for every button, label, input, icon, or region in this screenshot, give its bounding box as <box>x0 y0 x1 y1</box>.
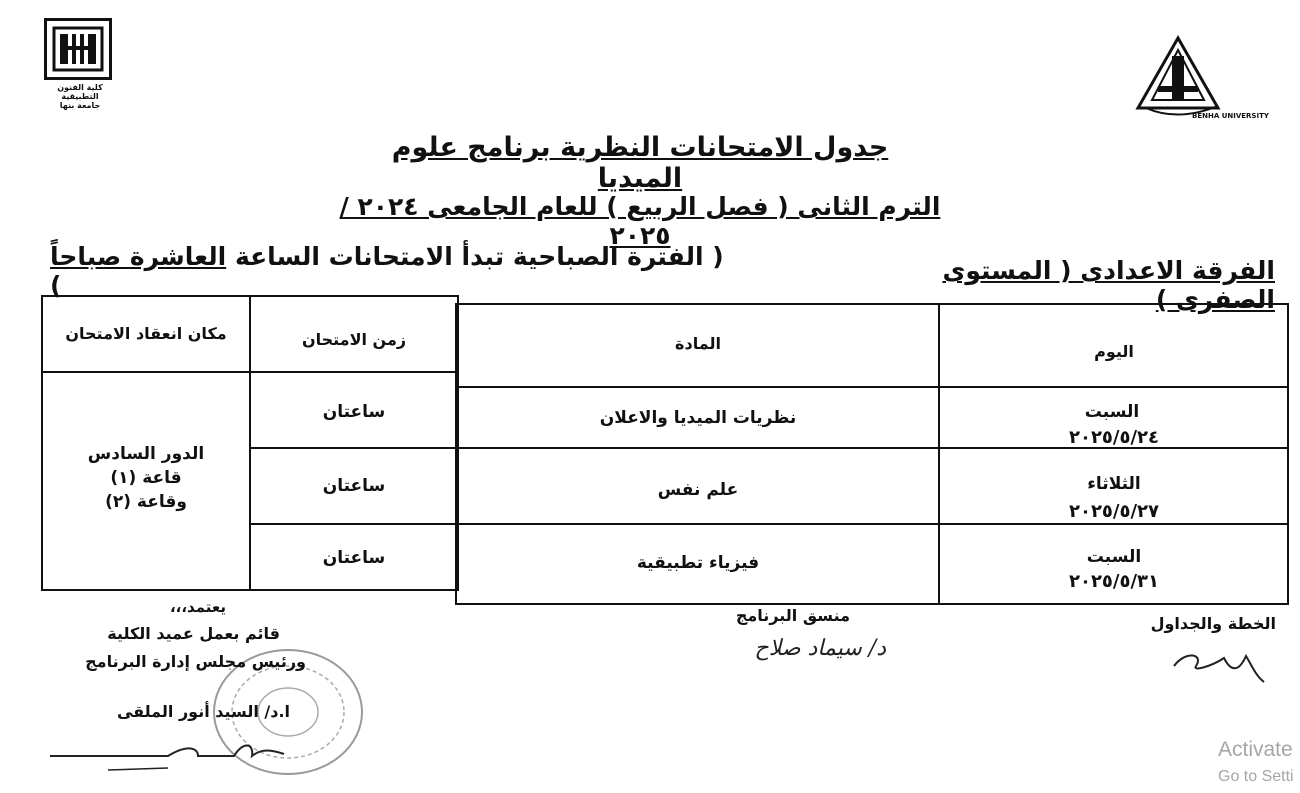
row2-subject: علم نفس <box>657 480 739 500</box>
header-day: اليوم <box>1094 342 1134 361</box>
col-divider-place <box>249 297 251 591</box>
row3-duration: ساعتان <box>322 548 386 568</box>
faculty-logo-caption: كلية الفنون التطبيقية جامعة بنها <box>57 83 103 110</box>
row3-date: ٢٠٢٥/٥/٣١ <box>1068 571 1160 592</box>
header-duration: زمن الامتحان <box>301 330 407 349</box>
planning-label: الخطة والجداول <box>1150 614 1276 633</box>
dean-signature <box>48 734 288 778</box>
coordinator-label: منسق البرنامج <box>735 606 850 625</box>
row3-day: السبت <box>1086 547 1142 567</box>
row1-subject: نظريات الميديا والاعلان <box>599 408 797 428</box>
dean-title-2: ورئيس مجلس إدارة البرنامج <box>85 652 306 671</box>
faculty-logo-icon <box>50 24 106 74</box>
row1-date: ٢٠٢٥/٥/٢٤ <box>1068 427 1160 448</box>
period-note: ( الفترة الصباحية تبدأ الامتحانات الساعة العاشرة صباحاً ) <box>50 242 724 300</box>
row2-date: ٢٠٢٥/٥/٢٧ <box>1068 501 1160 522</box>
dean-name: ا.د/ السيد أنور الملقى <box>116 702 290 721</box>
faculty-logo <box>44 18 116 110</box>
page-title: جدول الامتحانات النظرية برنامج علوم الميديا <box>391 132 889 194</box>
coordinator-signature: د/ سيماد صلاح <box>754 636 886 661</box>
row2-day: الثلاثاء <box>1087 474 1141 494</box>
dean-title: قائم بعمل عميد الكلية <box>107 624 280 643</box>
faculty-logo-mark <box>44 18 112 80</box>
term-subtitle: الترم الثانى ( فصل الربيع ) للعام الجامعى ٢٠٢٤ / ٢٠٢٥ <box>339 192 941 250</box>
row1-duration: ساعتان <box>322 402 386 422</box>
planning-signature <box>1166 636 1268 688</box>
activation-watermark-sub: Go to Setti <box>1218 768 1294 785</box>
university-logo-text: BENHA UNIVERSITY <box>1192 112 1269 120</box>
level-heading: الفرقة الاعدادى ( المستوى الصفرى ) <box>942 256 1275 314</box>
university-logo-icon <box>1132 36 1269 120</box>
exam-place: الدور السادس قاعة (١) وقاعة (٢) <box>87 444 205 512</box>
col-divider-day <box>938 305 940 605</box>
row2-duration: ساعتان <box>322 476 386 496</box>
university-logo <box>1132 36 1269 120</box>
period-time: العاشرة صباحاً <box>50 242 227 271</box>
header-subject: المادة <box>675 334 721 353</box>
header-divider-right <box>455 386 1289 388</box>
approved-label: يعتمد،،، <box>169 598 226 616</box>
activation-watermark: Activate <box>1218 738 1293 761</box>
header-divider-left <box>41 371 457 373</box>
row1-day: السبت <box>1084 402 1140 422</box>
header-place: مكان انعقاد الامتحان <box>65 324 227 343</box>
row3-subject: فيزياء تطبيقية <box>636 553 760 573</box>
